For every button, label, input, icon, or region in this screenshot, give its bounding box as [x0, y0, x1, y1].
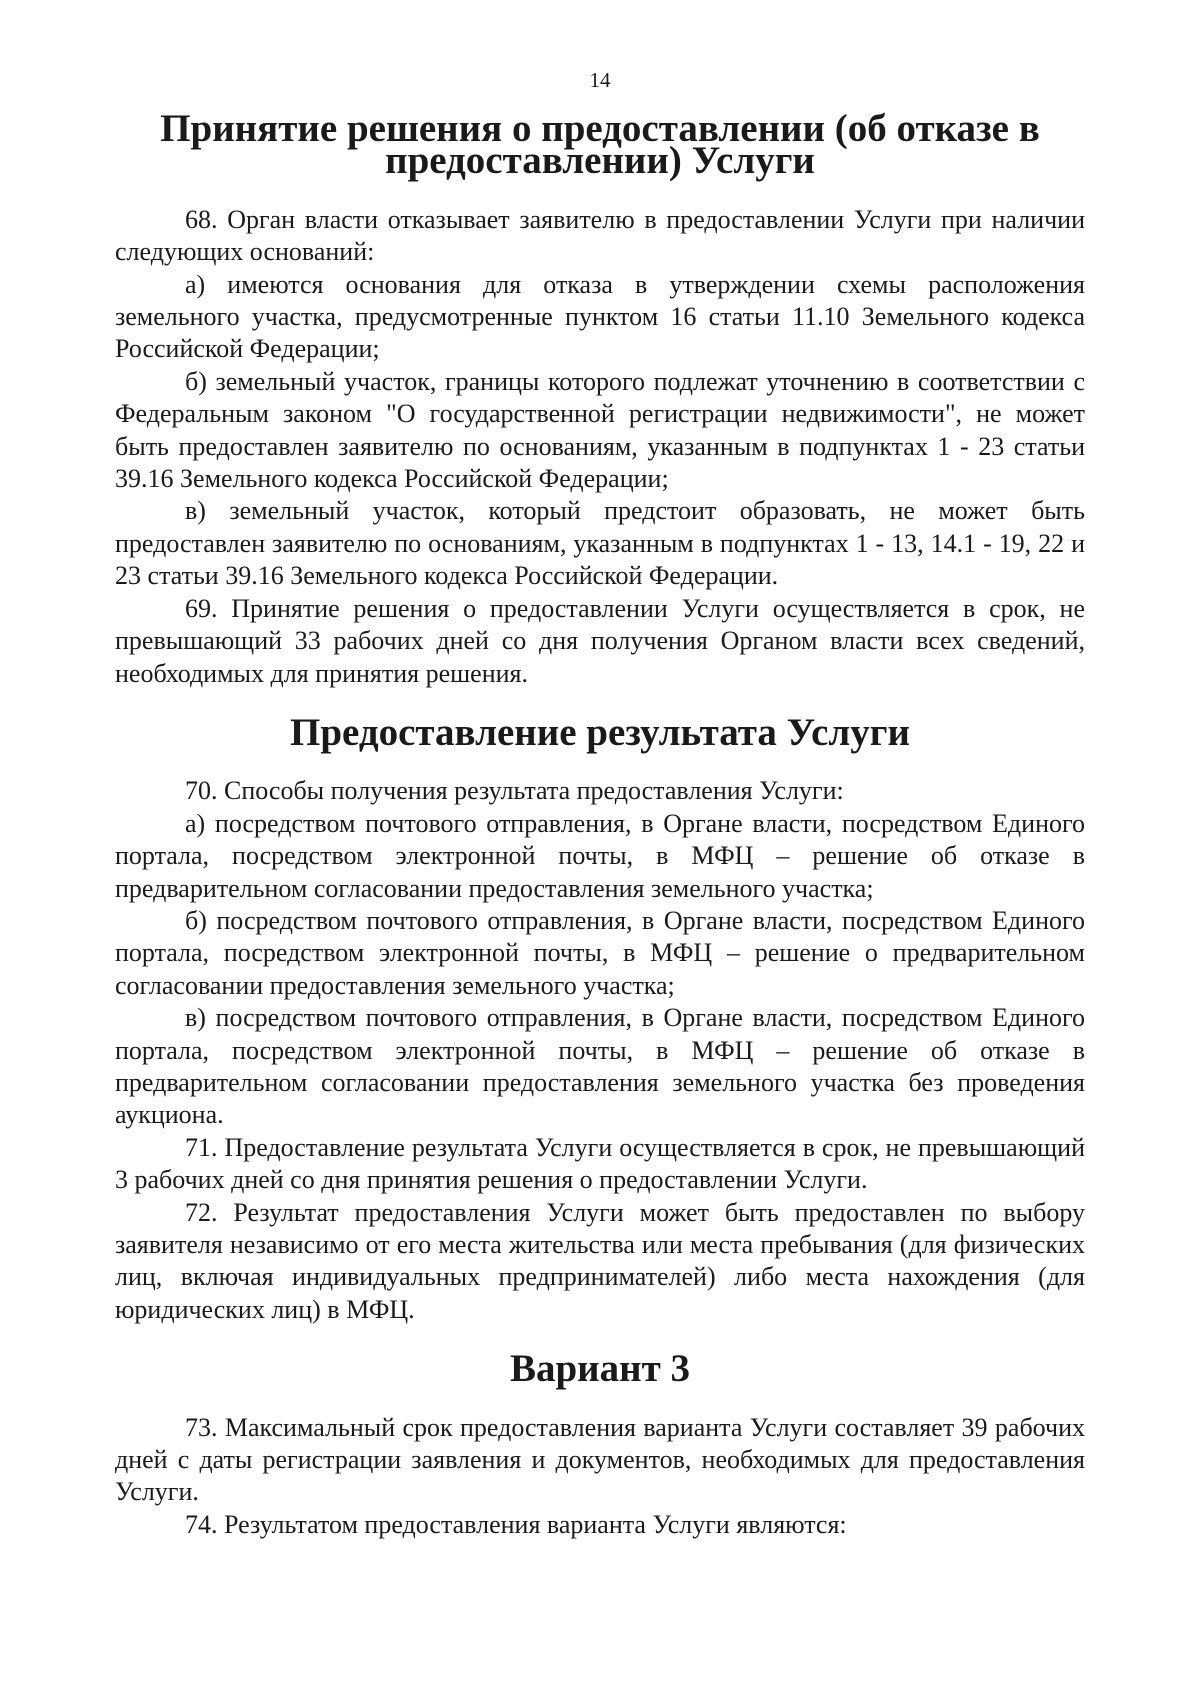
page-number: 14 — [589, 68, 611, 92]
paragraph-68-v: в) земельный участок, который предстоит образовать, не может быть предоставлен заявителю по основаниям, указанным в подпунктах 1 - 13, 14.1 - 19, 22 и 23 статьи 39.16 Земельного кодекса Российской Федерации. — [115, 496, 1085, 591]
paragraph-72: 72. Результат предоставления Услуги может быть предоставлен по выбору заявителя независимо от его места жительства или места пребывания (для физических лиц, включая индивидуальных предпринимателей) либо места нахождения (для юридических лиц) в МФЦ. — [115, 1197, 1085, 1324]
paragraph-68: 68. Орган власти отказывает заявителю в предоставлении Услуги при наличии следующих оснований: — [115, 204, 1085, 267]
paragraph-68-b: б) земельный участок, границы которого подлежат уточнению в соответствии с Федеральным законом "О государственной регистрации недвижимости", не может быть предоставлен заявителю по основаниям, указанным в подпунктах 1 - 23 статьи 39.16 Земельного кодекса Российской Федерации; — [115, 366, 1085, 494]
section-heading-decision: Принятие решения о предоставлении (об отказе в предоставлении) Услуги — [160, 107, 1040, 183]
paragraph-70-b: б) посредством почтового отправления, в Органе власти, посредством Единого портала, посредством электронной почты, в МФЦ – решение о предварительном согласовании предоставления земельного участка; — [115, 905, 1085, 1000]
paragraph-68-a: а) имеются основания для отказа в утверждении схемы расположения земельного участка, предусмотренные пунктом 16 статьи 11.10 Земельного кодекса Российской Федерации; — [115, 269, 1085, 364]
paragraph-71: 71. Предоставление результата Услуги осуществляется в срок, не превышающий 3 рабочих дней со дня принятия решения о предоставлении Услуги. — [115, 1132, 1085, 1195]
paragraph-73: 73. Максимальный срок предоставления варианта Услуги составляет 39 рабочих дней с даты регистрации заявления и документов, необходимых для предоставления Услуги. — [115, 1412, 1085, 1507]
paragraph-70: 70. Способы получения результата предоставления Услуги: — [185, 776, 844, 806]
paragraph-74: 74. Результатом предоставления варианта Услуги являются: — [185, 1509, 847, 1539]
paragraph-70-a: а) посредством почтового отправления, в Органе власти, посредством Единого портала, посредством электронной почты, в МФЦ – решение об отказе в предварительном согласовании предоставления земельного участка; — [115, 808, 1085, 903]
section-heading-result: Предоставление результата Услуги — [290, 710, 910, 754]
paragraph-70-v: в) посредством почтового отправления, в Органе власти, посредством Единого портала, посредством электронной почты, в МФЦ – решение об отказе в предварительном согласовании предоставления земельного участка без проведения аукциона. — [115, 1003, 1085, 1130]
paragraph-69: 69. Принятие решения о предоставлении Услуги осуществляется в срок, не превышающий 33 рабочих дней со дня получения Органом власти всех сведений, необходимых для принятия решения. — [115, 593, 1085, 688]
section-heading-variant-3: Вариант 3 — [509, 1347, 691, 1391]
document-body — [115, 107, 1085, 1541]
